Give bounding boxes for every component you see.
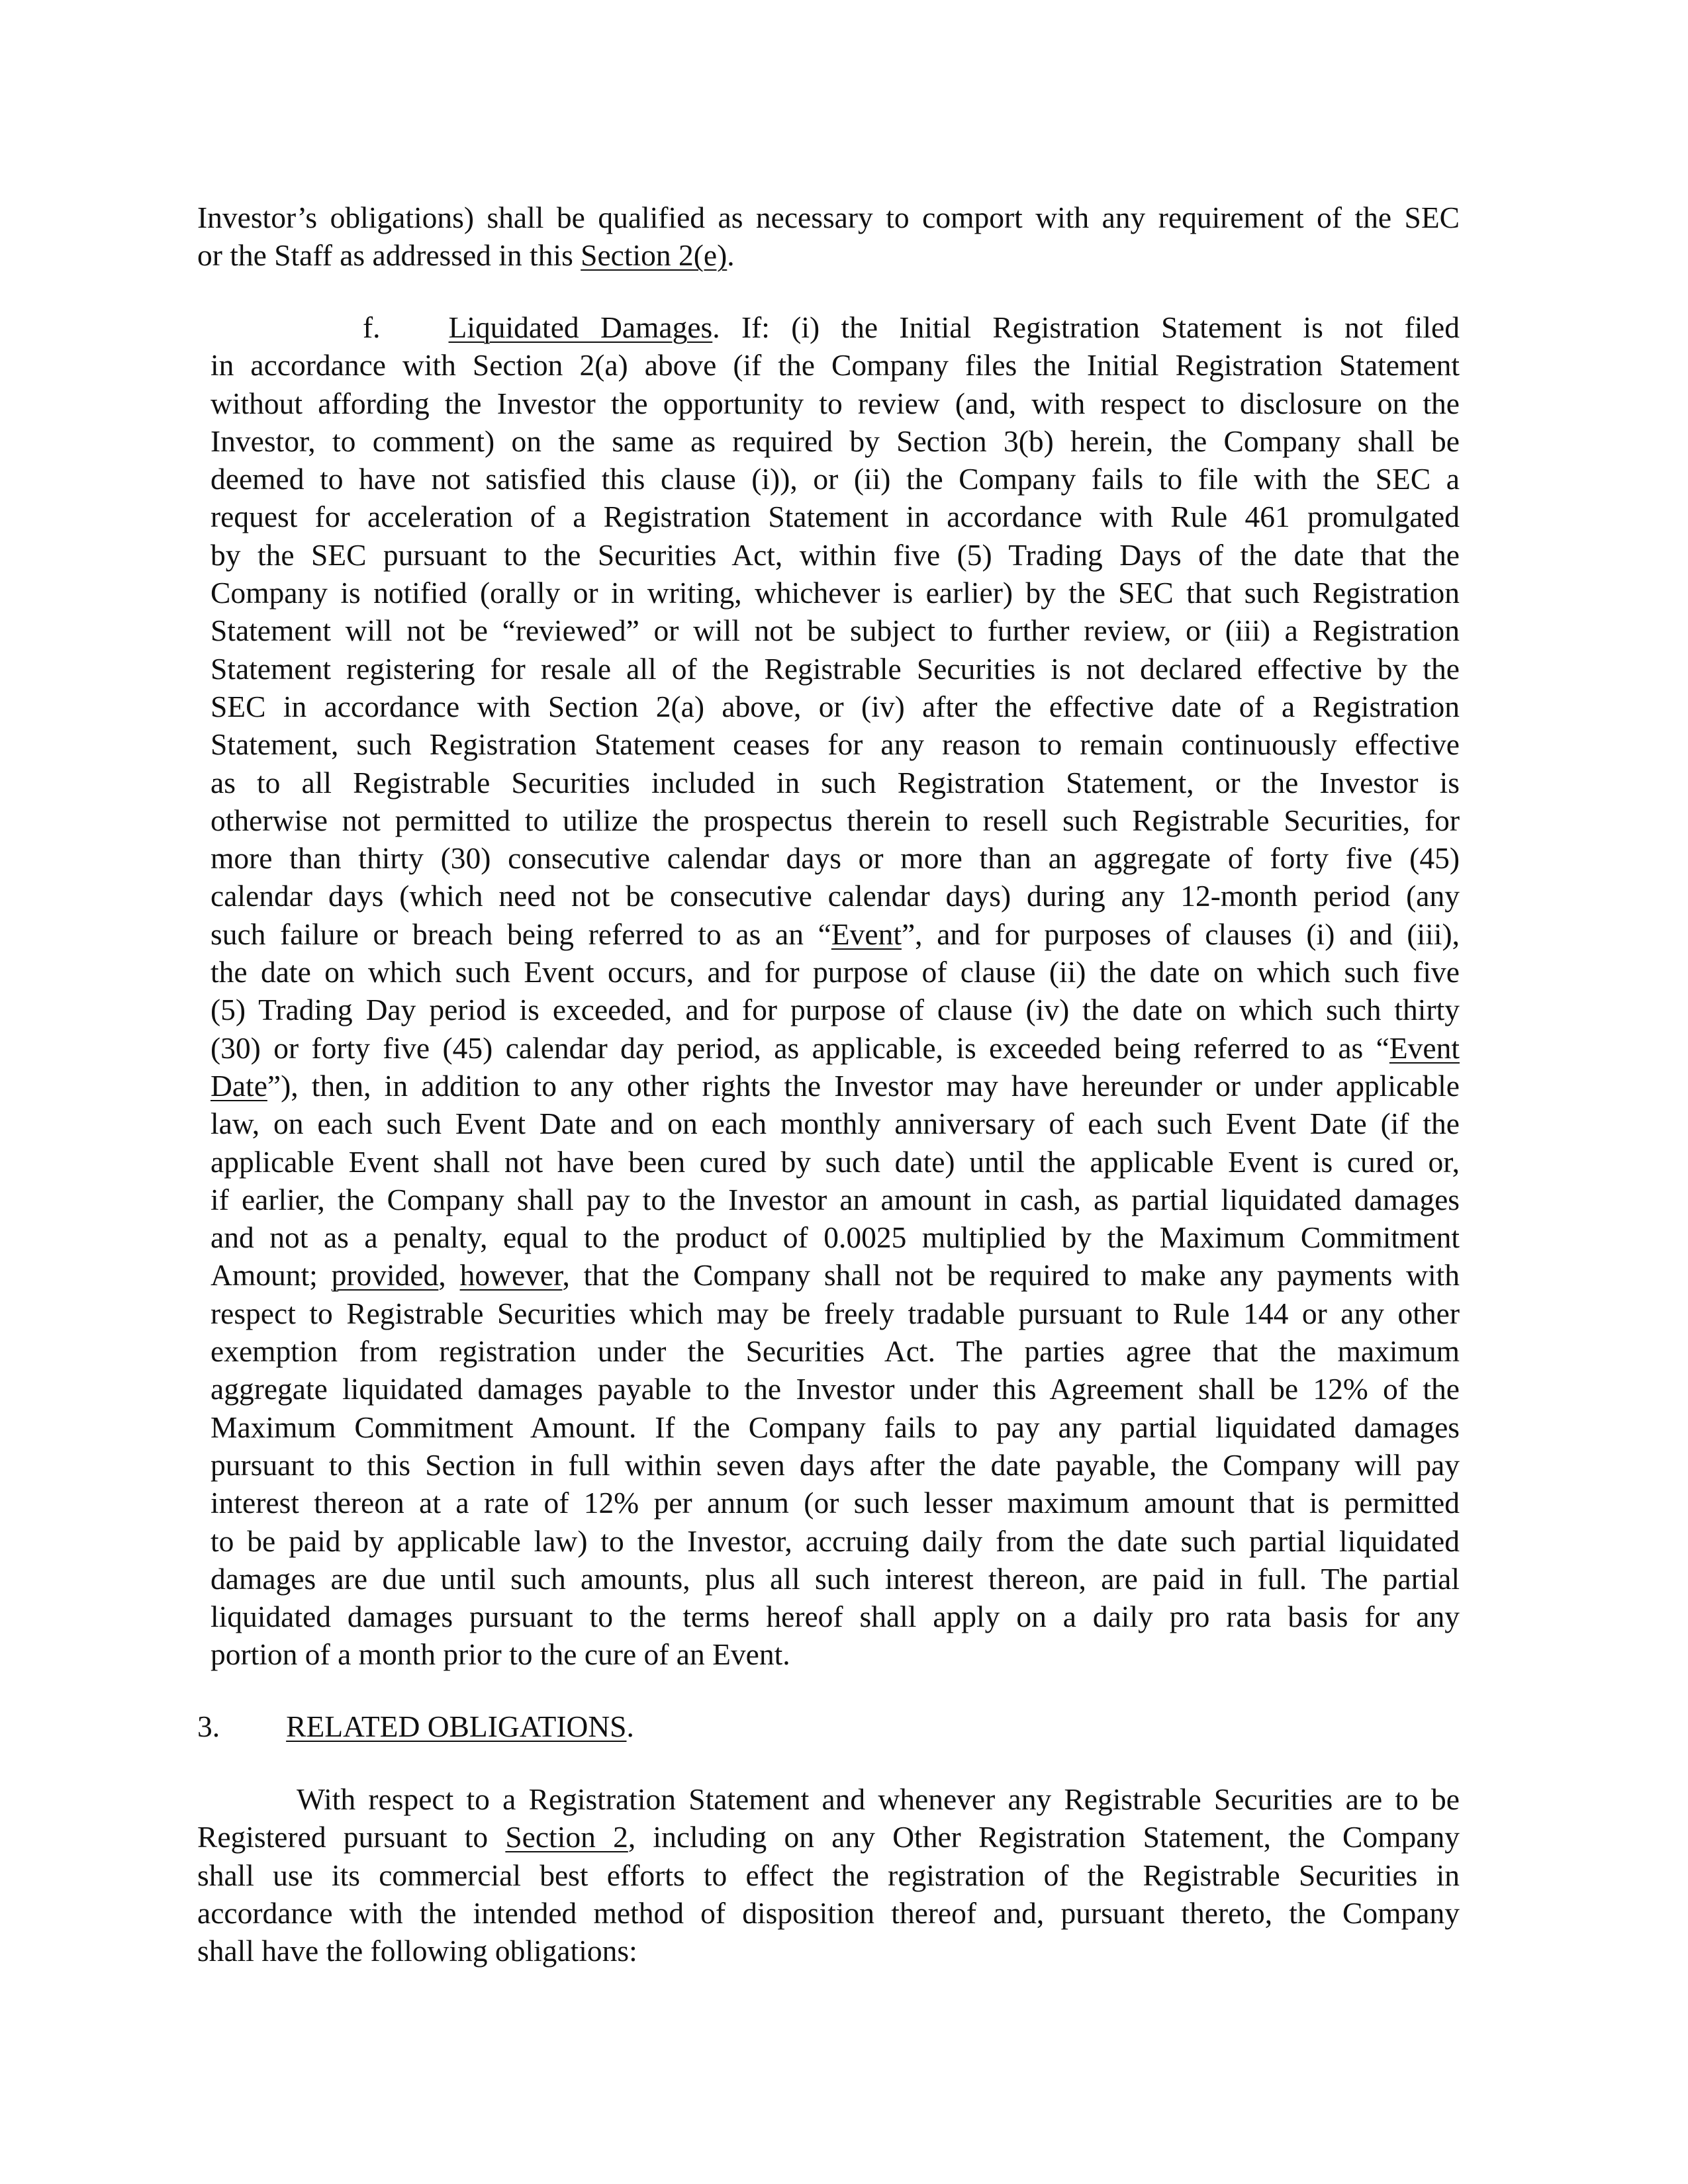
section-f-paragraph — [211, 308, 1460, 1674]
text-line: pursuant to this Section in full within seven days after the date payable, the Company will pay — [211, 1447, 1460, 1482]
text-line: the date on which such Event occurs, and for purpose of clause (ii) the date on which such five — [211, 955, 1460, 989]
text-line: calendar days (which need not be consecutive calendar days) during any 12-month period (any — [211, 879, 1460, 913]
text-line: Statement will not be “reviewed” or will not be subject to further review, or (iii) a Registration — [211, 614, 1460, 648]
section-number: f. — [363, 310, 381, 344]
text-line: and not as a penalty, equal to the product of 0.0025 multiplied by the Maximum Commitment — [211, 1220, 1460, 1255]
defined-term-event: Event — [831, 917, 902, 951]
intro-paragraph — [197, 199, 1460, 275]
text-line: 3. RELATED OBLIGATIONS. — [197, 1709, 634, 1743]
text-line: shall use its commercial best efforts to effect the registration of the Registrable Securities in — [197, 1858, 1460, 1892]
text-line: applicable Event shall not have been cured by such date) until the applicable Event is cured or, — [211, 1144, 1460, 1179]
text-line: in accordance with Section 2(a) above (if the Company files the Initial Registration Statement — [211, 348, 1460, 383]
text-line: (30) or forty five (45) calendar day period, as applicable, is exceeded being referred to as “Event — [211, 1030, 1460, 1065]
text-line: SEC in accordance with Section 2(a) above, or (iv) after the effective date of a Registration — [211, 689, 1460, 723]
text-line: Investor’s obligations) shall be qualified as necessary to comport with any requirement of the SEC — [197, 201, 1460, 234]
text-line: With respect to a Registration Statement and whenever any Registrable Securities are to be — [297, 1782, 1460, 1816]
text-line: f. Liquidated Damages. If: (i) the Initial Registration Statement is not filed — [363, 310, 1460, 344]
proviso-provided: provided — [331, 1258, 439, 1293]
text-line: more than thirty (30) consecutive calendar days or more than an aggregate of forty five (45) — [211, 841, 1460, 876]
text-line: to be paid by applicable law) to the Investor, accruing daily from the date such partial liquidated — [211, 1524, 1460, 1558]
text-line: without affording the Investor the opportunity to review (and, with respect to disclosure on the — [211, 386, 1460, 420]
section-3-heading — [197, 1707, 1460, 1745]
text-line: portion of a month prior to the cure of an Event. — [211, 1637, 790, 1672]
text-line: as to all Registrable Securities included in such Registration Statement, or the Investor is — [211, 765, 1460, 799]
text-line: Date”), then, in addition to any other rights the Investor may have hereunder or under applicable — [211, 1068, 1460, 1103]
section-reference: Section 2(e) — [581, 238, 727, 273]
text-line: Maximum Commitment Amount. If the Company fails to pay any partial liquidated damages — [211, 1410, 1460, 1444]
text-line: aggregate liquidated damages payable to the Investor under this Agreement shall be 12% of the — [211, 1372, 1460, 1406]
section-heading: Liquidated Damages — [448, 310, 713, 344]
text-line: interest thereon at a rate of 12% per annum (or such lesser maximum amount that is permitted — [211, 1486, 1460, 1520]
text-line: Company is notified (orally or in writing, whichever is earlier) by the SEC that such Registration — [211, 576, 1460, 610]
section-number: 3. — [197, 1709, 220, 1743]
text-line: exemption from registration under the Securities Act. The parties agree that the maximum — [211, 1334, 1460, 1369]
text-line: Amount; provided, however, that the Company shall not be required to make any payments with — [211, 1258, 1460, 1293]
text-line: law, on each such Event Date and on each monthly anniversary of each such Event Date (if the — [211, 1107, 1460, 1141]
text-line: damages are due until such amounts, plus all such interest thereon, are paid in full. The partial — [211, 1561, 1460, 1596]
text-line: Statement, such Registration Statement ceases for any reason to remain continuously effective — [211, 727, 1460, 762]
proviso-however: however — [459, 1258, 563, 1293]
text-line: or the Staff as addressed in this Section 2(e). — [197, 238, 735, 273]
text-line: Registered pursuant to Section 2, including on any Other Registration Statement, the Company — [197, 1820, 1460, 1854]
text-line: (5) Trading Day period is exceeded, and for purpose of clause (iv) the date on which such thirty — [211, 993, 1460, 1027]
text-line: Investor, to comment) on the same as required by Section 3(b) herein, the Company shall be — [211, 424, 1460, 458]
text-line: respect to Registrable Securities which may be freely tradable pursuant to Rule 144 or any other — [211, 1296, 1460, 1330]
text-line: request for acceleration of a Registration Statement in accordance with Rule 461 promulgated — [211, 500, 1460, 534]
text-line: such failure or breach being referred to as an “Event”, and for purposes of clauses (i) and (iii), — [211, 917, 1460, 951]
section-3-paragraph — [197, 1780, 1460, 1970]
text-line: otherwise not permitted to utilize the prospectus therein to resell such Registrable Securities, for — [211, 803, 1460, 837]
text-line: accordance with the intended method of disposition thereof and, pursuant thereto, the Company — [197, 1895, 1460, 1930]
text-line: shall have the following obligations: — [197, 1934, 637, 1968]
defined-term-event-date: Event — [1389, 1030, 1460, 1065]
section-reference: Section 2 — [505, 1820, 628, 1854]
text-line: deemed to have not satisfied this clause (i)), or (ii) the Company fails to file with the SEC a — [211, 462, 1460, 496]
section-heading: RELATED OBLIGATIONS — [286, 1709, 627, 1743]
defined-term-event-date: Date — [211, 1068, 267, 1103]
text-line: by the SEC pursuant to the Securities Act, within five (5) Trading Days of the date that the — [211, 537, 1460, 572]
text-line: if earlier, the Company shall pay to the Investor an amount in cash, as partial liquidated damages — [211, 1182, 1460, 1216]
text-line: liquidated damages pursuant to the terms hereof shall apply on a daily pro rata basis for any — [211, 1600, 1460, 1634]
text-line: Statement registering for resale all of the Registrable Securities is not declared effective by the — [211, 651, 1460, 686]
